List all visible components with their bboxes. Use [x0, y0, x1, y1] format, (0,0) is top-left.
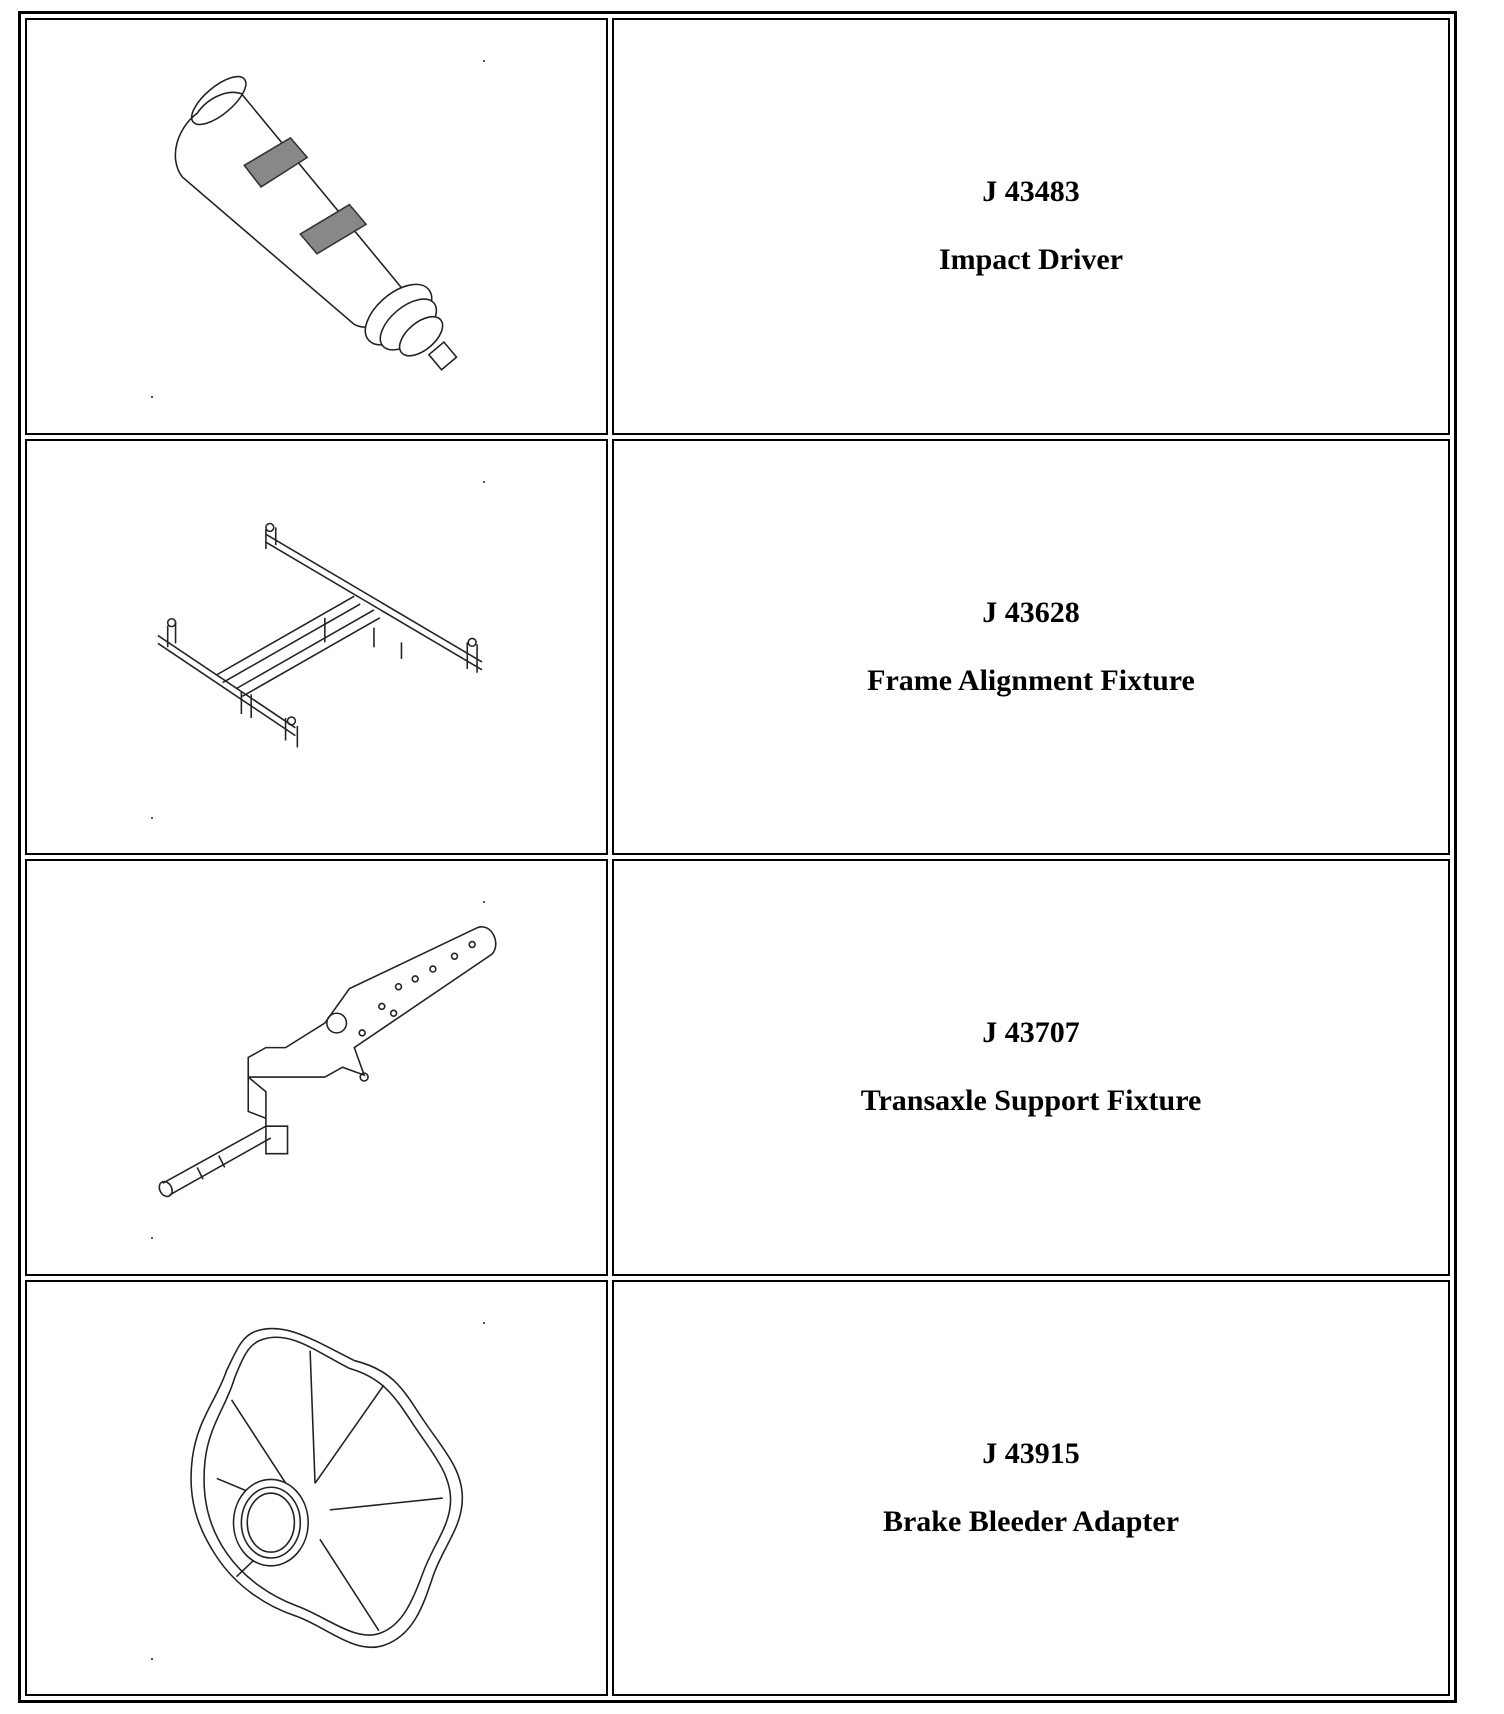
tool-name: Brake Bleeder Adapter	[882, 1504, 1180, 1538]
tool-name: Frame Alignment Fixture	[867, 663, 1195, 697]
scan-speck	[483, 1322, 485, 1324]
brake-bleeder-adapter-illustration	[27, 1282, 606, 1695]
scan-speck	[151, 1658, 153, 1660]
tool-image-cell	[25, 1280, 608, 1697]
special-tools-table	[18, 11, 1457, 1703]
tool-info-cell	[612, 859, 1450, 1276]
tool-info-cell	[612, 1280, 1450, 1697]
scan-speck	[483, 901, 485, 903]
tool-image-cell	[25, 439, 608, 856]
tool-number: J 43628	[982, 595, 1080, 629]
scan-speck	[483, 481, 485, 483]
tool-image-cell	[25, 859, 608, 1276]
tool-name: Impact Driver	[938, 243, 1124, 277]
transaxle-support-fixture-illustration	[27, 861, 606, 1274]
scan-speck	[151, 396, 153, 398]
impact-driver-illustration	[27, 20, 606, 433]
tool-name: Transaxle Support Fixture	[860, 1084, 1202, 1118]
tool-number: J 43483	[982, 175, 1080, 209]
tool-number: J 43915	[982, 1436, 1080, 1470]
tool-image-cell	[25, 18, 608, 435]
tool-info-cell	[612, 18, 1450, 435]
frame-alignment-fixture-illustration	[27, 441, 606, 854]
scan-speck	[483, 60, 485, 62]
tool-info-cell	[612, 439, 1450, 856]
scan-speck	[151, 817, 153, 819]
scan-speck	[151, 1237, 153, 1239]
tool-number: J 43707	[982, 1016, 1080, 1050]
